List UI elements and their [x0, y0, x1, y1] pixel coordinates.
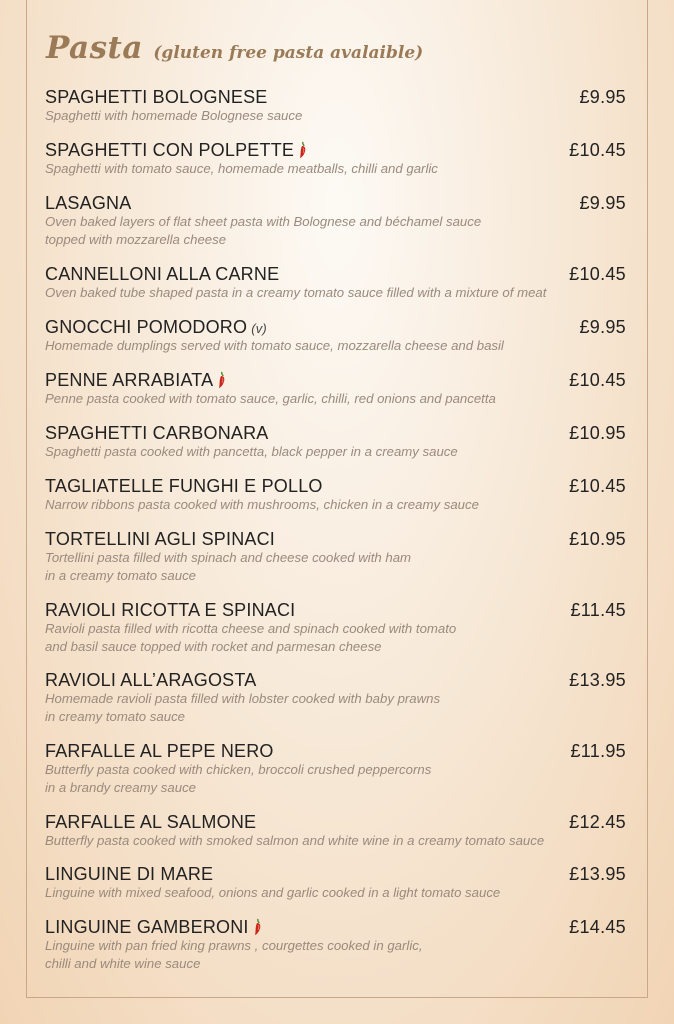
item-price: £10.95 — [569, 423, 626, 443]
menu-item — [45, 87, 626, 125]
menu-item — [45, 741, 626, 797]
item-name — [45, 741, 274, 762]
item-description: Linguine with mixed seafood, onions and garlic cooked in a light tomato sauce — [45, 885, 501, 900]
item-description: Linguine with pan fried king prawns , courgettes cooked in garlic, chilli and white wine sauce — [45, 938, 423, 971]
item-price: £10.45 — [569, 370, 626, 390]
item-description: Penne pasta cooked with tomato sauce, garlic, chilli, red onions and pancetta — [45, 391, 496, 406]
menu-item — [45, 600, 626, 656]
item-name — [45, 864, 213, 885]
section-subtitle: (gluten free pasta avalaible) — [153, 43, 424, 63]
menu-item — [45, 476, 626, 514]
section-title: Pasta — [46, 30, 143, 66]
menu-item — [45, 864, 626, 902]
item-name-text: RAVIOLI RICOTTA E SPINACI — [45, 600, 296, 620]
menu-header — [46, 30, 423, 66]
item-price: £9.95 — [579, 317, 626, 337]
item-name-text: LINGUINE DI MARE — [45, 864, 214, 884]
item-name — [45, 812, 256, 833]
item-name-text: SPAGHETTI CARBONARA — [45, 423, 269, 443]
item-price: £13.95 — [569, 670, 626, 690]
item-name-text: LASAGNA — [45, 193, 132, 213]
chili-icon — [252, 918, 264, 936]
item-price: £10.45 — [569, 264, 626, 284]
item-description: Butterfly pasta cooked with chicken, broccoli crushed peppercorns in a brandy creamy sauce — [45, 762, 432, 795]
item-name-text: FARFALLE AL SALMONE — [45, 812, 257, 832]
item-name-text: FARFALLE AL PEPE NERO — [45, 741, 274, 761]
menu-item — [45, 529, 626, 585]
item-description: Oven baked layers of flat sheet pasta with Bolognese and béchamel sauce topped with mozzarella cheese — [45, 214, 482, 247]
item-price: £9.95 — [579, 87, 626, 107]
item-description: Spaghetti with homemade Bolognese sauce — [45, 108, 303, 123]
item-name — [45, 423, 269, 444]
menu-item — [45, 670, 626, 726]
menu-item — [45, 423, 626, 461]
item-price: £11.95 — [570, 741, 626, 761]
item-name-text: CANNELLONI ALLA CARNE — [45, 264, 280, 284]
menu-item — [45, 317, 626, 355]
item-price: £13.95 — [569, 864, 626, 884]
item-name-text: SPAGHETTI CON POLPETTE — [45, 140, 295, 160]
menu-item — [45, 193, 626, 249]
item-price: £10.45 — [569, 476, 626, 496]
item-description: Butterfly pasta cooked with smoked salmon and white wine in a creamy tomato sauce — [45, 833, 545, 848]
item-name-text: TORTELLINI AGLI SPINACI — [45, 529, 276, 549]
item-description: Homemade ravioli pasta filled with lobster cooked with baby prawns in creamy tomato sauce — [45, 691, 441, 724]
item-description: Homemade dumplings served with tomato sauce, mozzarella cheese and basil — [45, 338, 504, 353]
menu-item — [45, 140, 626, 178]
item-name-text: PENNE ARRABIATA — [45, 370, 214, 390]
item-name-text: TAGLIATELLE FUNGHI E POLLO — [45, 476, 323, 496]
item-price: £14.45 — [569, 917, 626, 937]
item-name-text: RAVIOLI ALL’ARAGOSTA — [45, 670, 257, 690]
item-price: £11.45 — [570, 600, 626, 620]
item-description: Spaghetti pasta cooked with pancetta, black pepper in a creamy sauce — [45, 444, 458, 459]
item-name-text: SPAGHETTI BOLOGNESE — [45, 87, 268, 107]
item-description: Oven baked tube shaped pasta in a creamy tomato sauce filled with a mixture of meat — [45, 285, 547, 300]
item-description: Spaghetti with tomato sauce, homemade meatballs, chilli and garlic — [45, 161, 438, 176]
menu-item — [45, 370, 626, 408]
item-description: Ravioli pasta filled with ricotta cheese and spinach cooked with tomato and basil sauce topped with rocket and parmesan cheese — [45, 621, 457, 654]
item-name-text: LINGUINE GAMBERONI — [45, 917, 249, 937]
item-name — [45, 600, 295, 621]
item-name — [45, 140, 309, 161]
item-name — [45, 87, 268, 108]
item-price: £10.95 — [569, 529, 626, 549]
vegetarian-tag: (v) — [251, 321, 267, 336]
item-name — [45, 670, 256, 691]
item-name — [45, 476, 323, 497]
menu-item — [45, 812, 626, 850]
item-name-text: GNOCCHI POMODORO — [45, 317, 248, 337]
item-name — [45, 917, 264, 938]
menu-item — [45, 917, 626, 973]
item-name — [45, 193, 131, 214]
item-name — [45, 264, 279, 285]
item-description: Narrow ribbons pasta cooked with mushrooms, chicken in a creamy sauce — [45, 497, 479, 512]
item-name — [45, 529, 275, 550]
menu-item — [45, 264, 626, 302]
item-name — [45, 370, 228, 391]
chili-icon — [297, 141, 309, 159]
item-name — [45, 317, 267, 338]
chili-icon — [216, 371, 228, 389]
item-description: Tortellini pasta filled with spinach and cheese cooked with ham in a creamy tomato sauce — [45, 550, 412, 583]
item-price: £12.45 — [569, 812, 626, 832]
item-price: £10.45 — [569, 140, 626, 160]
item-price: £9.95 — [579, 193, 626, 213]
